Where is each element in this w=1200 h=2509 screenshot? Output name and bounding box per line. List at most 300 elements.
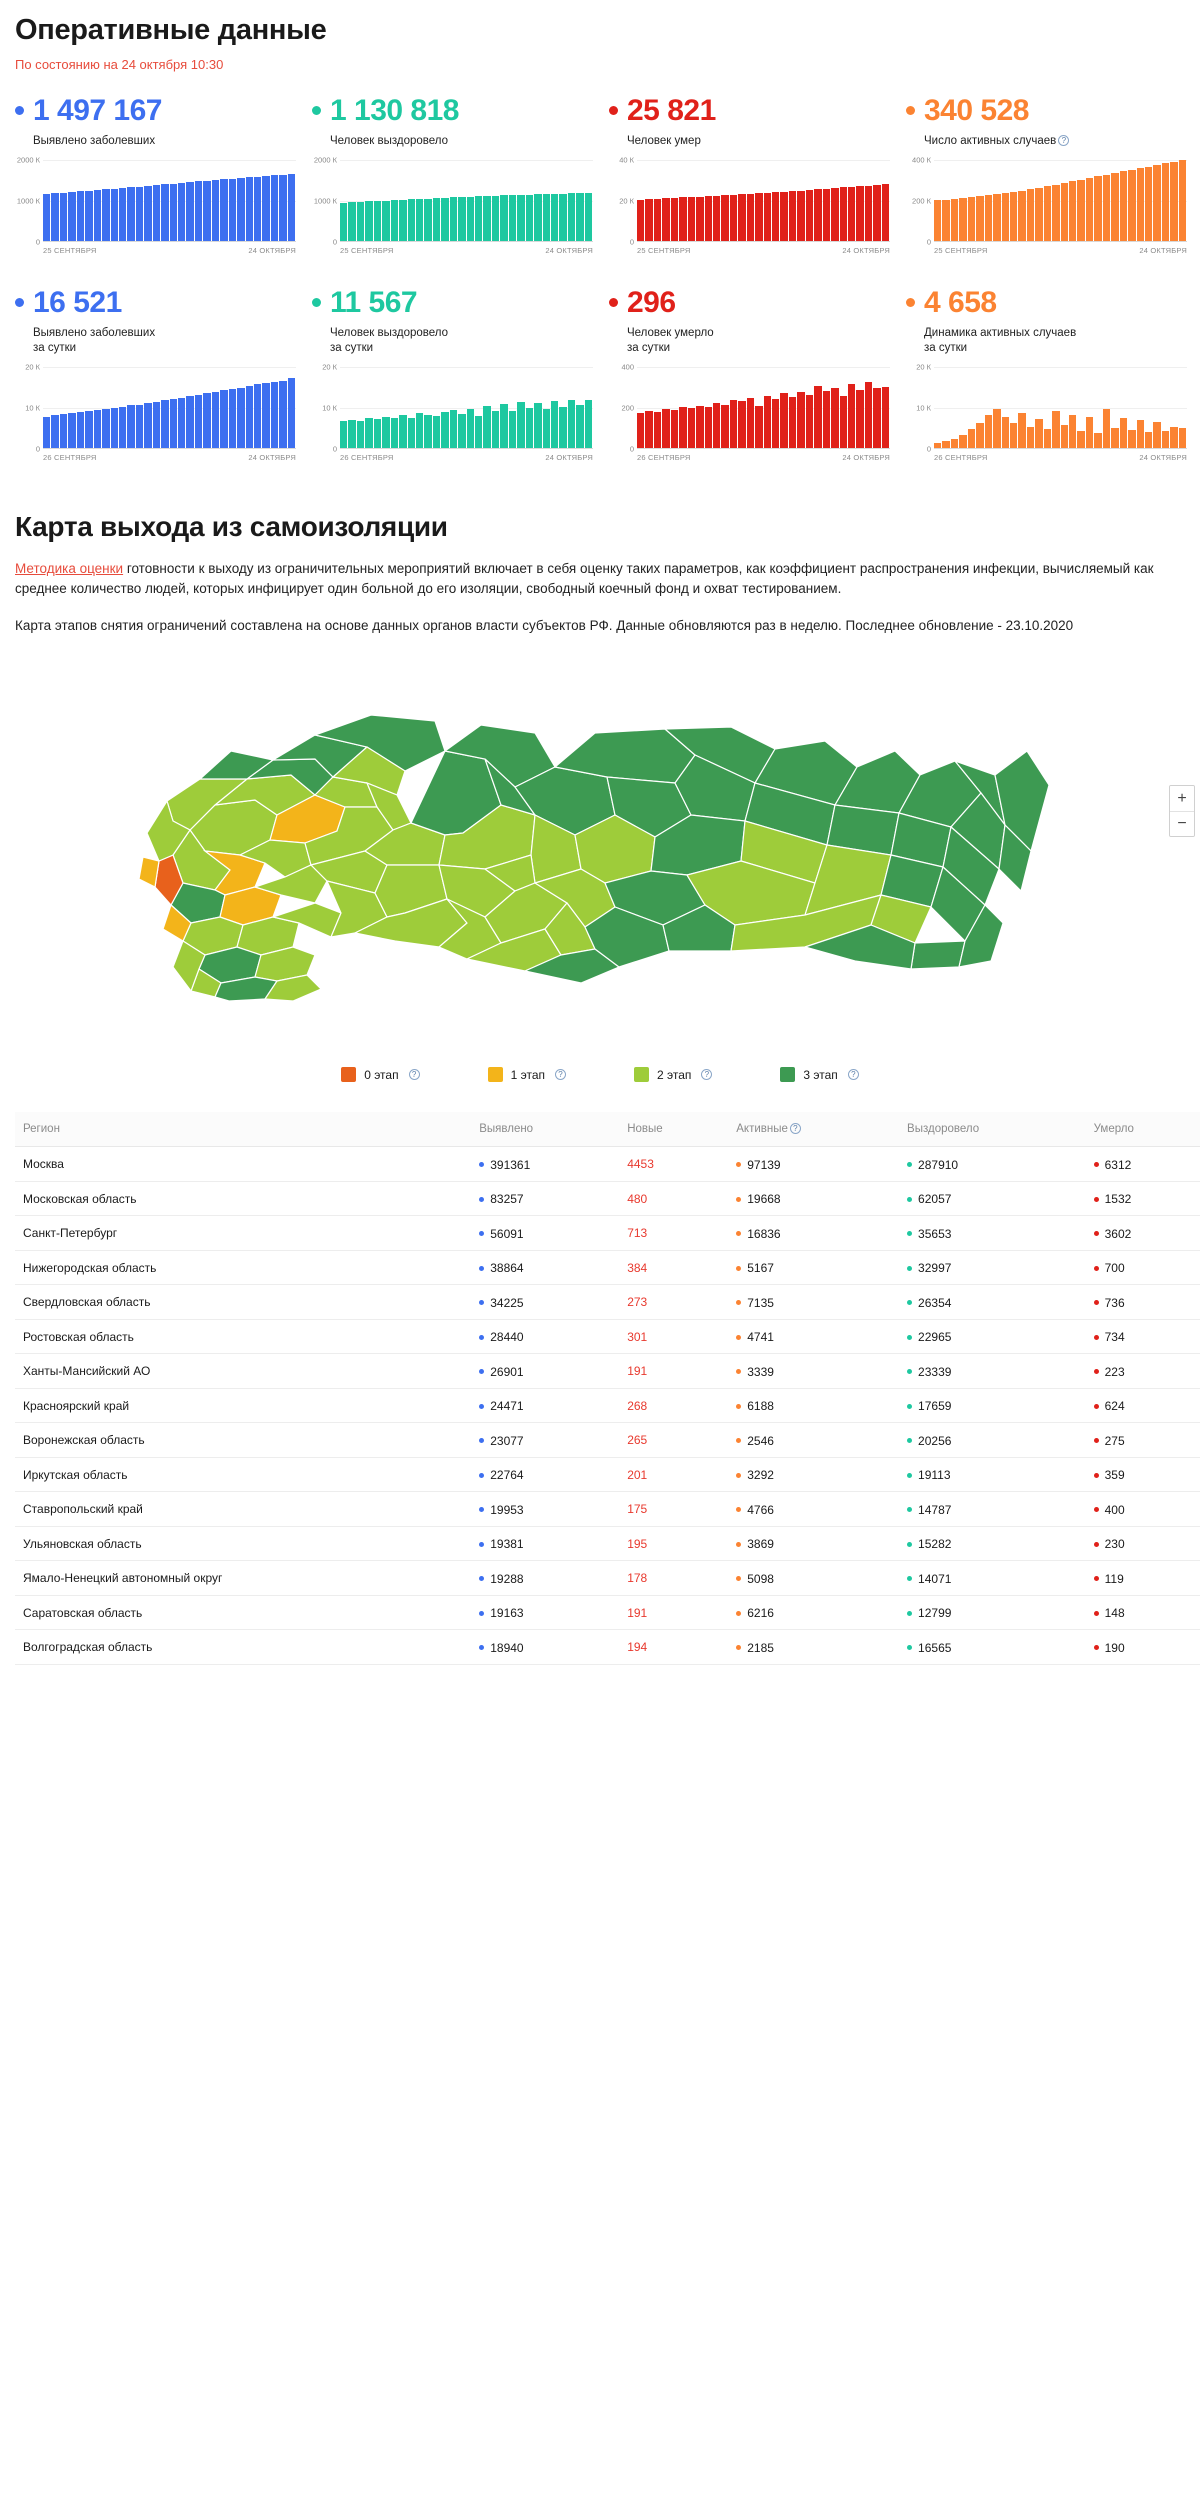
- table-row[interactable]: [15, 1630, 1200, 1665]
- y-tick-label: 40 К: [619, 155, 634, 165]
- chart-bar: [679, 197, 686, 240]
- cell-active: [728, 1526, 899, 1561]
- chart-bar: [1035, 188, 1042, 241]
- mini-chart: [312, 155, 593, 260]
- chart-y-axis: [609, 155, 637, 247]
- table-row[interactable]: [15, 1457, 1200, 1492]
- x-tick-label: 24 ОКТЯБРЯ: [545, 452, 593, 462]
- chart-bar: [119, 407, 126, 448]
- y-tick-label: 0: [926, 237, 931, 247]
- chart-bar: [806, 190, 813, 241]
- status-dot: [907, 1162, 912, 1167]
- chart-bar: [1162, 163, 1169, 240]
- regions-table: [15, 1112, 1200, 1665]
- status-dot: [736, 1266, 741, 1271]
- cell-value: 32997: [918, 1261, 952, 1276]
- mini-chart: [312, 362, 593, 467]
- help-icon[interactable]: ?: [790, 1123, 801, 1134]
- chart-bar: [662, 198, 669, 240]
- cell-recovered: [899, 1216, 1086, 1251]
- cell-region: Волгоградская область: [15, 1630, 471, 1665]
- status-dot: [609, 106, 618, 115]
- cell-new: [619, 1561, 728, 1596]
- cell-new: [619, 1457, 728, 1492]
- cell-value: 5098: [747, 1571, 774, 1586]
- chart-bar: [195, 181, 202, 240]
- chart-bar: [959, 198, 966, 240]
- chart-bar: [203, 393, 210, 447]
- col-died[interactable]: Умерло: [1086, 1112, 1200, 1147]
- status-dot: [1094, 1197, 1099, 1202]
- chart-bar: [654, 199, 661, 241]
- status-dot: [1094, 1335, 1099, 1340]
- stat-head: [312, 94, 593, 127]
- status-dot: [15, 106, 24, 115]
- mini-chart: [15, 362, 296, 467]
- chart-bar: [637, 200, 644, 241]
- chart-bar: [517, 195, 524, 241]
- chart-bars: [934, 366, 1187, 448]
- cell-died: [1086, 1250, 1200, 1285]
- chart-bar: [43, 194, 50, 241]
- chart-bar: [1120, 171, 1127, 240]
- stat-row-daily: [15, 286, 1200, 467]
- chart-bar: [441, 412, 448, 447]
- zoom-out-button[interactable]: −: [1170, 811, 1194, 836]
- stat-head: [609, 94, 890, 127]
- chart-bar: [271, 175, 278, 240]
- chart-bar: [458, 197, 465, 241]
- x-tick-label: 24 ОКТЯБРЯ: [248, 245, 296, 255]
- status-dot: [479, 1369, 484, 1374]
- chart-bars: [340, 159, 593, 241]
- chart-bar: [645, 199, 652, 240]
- chart-bar: [705, 196, 712, 240]
- table-row[interactable]: [15, 1147, 1200, 1182]
- cell-value: 201: [627, 1467, 648, 1482]
- chart-bar: [51, 415, 58, 448]
- chart-bar: [94, 190, 101, 241]
- help-icon[interactable]: ?: [409, 1069, 420, 1080]
- chart-bar: [568, 400, 575, 447]
- chart-bar: [127, 187, 134, 240]
- chart-bar: [43, 417, 50, 448]
- legend-label: 2 этап: [657, 1067, 692, 1082]
- stat-label: Число активных случаев ?: [924, 134, 1187, 150]
- chart-bar: [517, 402, 524, 447]
- chart-bar: [509, 411, 516, 447]
- chart-bar: [551, 194, 558, 241]
- stat-card: [312, 286, 609, 467]
- chart-bar: [500, 195, 507, 240]
- stat-card: [312, 94, 609, 260]
- cell-active: [728, 1216, 899, 1251]
- chart-bar: [170, 399, 177, 448]
- x-tick-label: 25 СЕНТЯБРЯ: [934, 245, 988, 255]
- chart-bar: [102, 409, 109, 448]
- cell-recovered: [899, 1285, 1086, 1320]
- chart-bar: [212, 392, 219, 448]
- cell-active: [728, 1457, 899, 1492]
- x-tick-label: 25 СЕНТЯБРЯ: [340, 245, 394, 255]
- y-tick-label: 0: [332, 237, 337, 247]
- chart-bar: [705, 407, 712, 448]
- chart-bar: [679, 407, 686, 448]
- status-dot: [907, 1300, 912, 1305]
- chart-bar: [111, 408, 118, 448]
- chart-bar: [271, 382, 278, 448]
- status-dot: [1094, 1507, 1099, 1512]
- x-tick-label: 26 СЕНТЯБРЯ: [43, 452, 97, 462]
- chart-bar: [671, 198, 678, 241]
- status-dot: [736, 1335, 741, 1340]
- chart-bar: [1179, 428, 1186, 447]
- chart-bar: [1103, 409, 1110, 448]
- chart-bar: [968, 197, 975, 240]
- cell-value: 480: [627, 1191, 648, 1206]
- cell-new: [619, 1630, 728, 1665]
- chart-bar: [1018, 191, 1025, 241]
- chart-bar: [993, 194, 1000, 240]
- help-icon[interactable]: ?: [1058, 135, 1069, 146]
- table-row[interactable]: [15, 1319, 1200, 1354]
- y-tick-label: 20 К: [916, 362, 931, 372]
- chart-plot-area: [340, 160, 593, 242]
- table-row[interactable]: [15, 1388, 1200, 1423]
- chart-bar: [195, 395, 202, 447]
- chart-bar: [483, 196, 490, 241]
- cell-active: [728, 1561, 899, 1596]
- cell-value: 4453: [627, 1157, 654, 1172]
- stat-head: [906, 286, 1187, 319]
- chart-bar: [144, 186, 151, 241]
- chart-bar: [585, 193, 592, 241]
- stat-label: Человек выздоровело за сутки: [330, 326, 449, 355]
- chart-x-axis: [340, 449, 593, 462]
- chart-y-axis: [312, 362, 340, 454]
- y-tick-label: 0: [629, 444, 634, 454]
- status-dot: [1094, 1231, 1099, 1236]
- cell-new: [619, 1423, 728, 1458]
- status-dot: [907, 1438, 912, 1443]
- status-dot: [736, 1542, 741, 1547]
- cell-value: 3292: [747, 1468, 774, 1483]
- cell-new: [619, 1354, 728, 1389]
- legend-swatch: [780, 1067, 795, 1082]
- chart-bar: [1018, 413, 1025, 448]
- chart-bar: [840, 187, 847, 240]
- cell-died: [1086, 1354, 1200, 1389]
- chart-y-axis: [15, 362, 43, 454]
- cell-value: 23077: [490, 1433, 524, 1448]
- chart-bar: [823, 189, 830, 241]
- methodology-text: готовности к выходу из ограничительных мероприятий включает в себя оценку таких параметров, как коэффициент распространения инфекции, вычисляемый как среднее количество людей, которых инфицирует один больной до его изоляции, свободный коечный фонд и охват тестированием.: [15, 560, 1154, 597]
- chart-bar: [229, 389, 236, 447]
- cell-died: [1086, 1492, 1200, 1527]
- status-dot: [736, 1197, 741, 1202]
- chart-bar: [559, 407, 566, 448]
- status-dot: [15, 298, 24, 307]
- chart-bar: [365, 418, 372, 448]
- russia-map[interactable]: [15, 655, 1200, 1045]
- chart-bar: [1120, 418, 1127, 448]
- status-dot: [479, 1266, 484, 1271]
- cell-region: Ульяновская область: [15, 1526, 471, 1561]
- y-tick-label: 20 К: [25, 362, 40, 372]
- chart-bar: [1027, 189, 1034, 240]
- cell-region: Москва: [15, 1147, 471, 1182]
- chart-bar: [1061, 183, 1068, 241]
- chart-bar: [1086, 178, 1093, 241]
- cell-value: 384: [627, 1260, 648, 1275]
- cell-active: [728, 1630, 899, 1665]
- chart-bar: [60, 193, 67, 241]
- stat-value: 4 658: [924, 285, 997, 319]
- chart-bar: [1179, 160, 1186, 240]
- cell-recovered: [899, 1354, 1086, 1389]
- cell-new: [619, 1595, 728, 1630]
- cell-value: 19381: [490, 1537, 524, 1552]
- status-dot: [736, 1611, 741, 1616]
- status-dot: [736, 1404, 741, 1409]
- map-legend: [10, 1067, 1190, 1082]
- stat-head: [15, 286, 296, 319]
- cell-died: [1086, 1216, 1200, 1251]
- table-row[interactable]: [15, 1595, 1200, 1630]
- stat-card: [906, 286, 1200, 467]
- cell-value: 191: [627, 1364, 648, 1379]
- cell-died: [1086, 1181, 1200, 1216]
- cell-value: 194: [627, 1640, 648, 1655]
- chart-bar: [127, 405, 134, 447]
- status-dot: [907, 1542, 912, 1547]
- stat-head: [609, 286, 890, 319]
- table-row[interactable]: [15, 1526, 1200, 1561]
- legend-swatch: [488, 1067, 503, 1082]
- cell-region: Санкт-Петербург: [15, 1216, 471, 1251]
- chart-bar: [279, 175, 286, 241]
- chart-bar: [882, 387, 889, 448]
- cell-value: 700: [1104, 1261, 1125, 1276]
- cell-region: Ростовская область: [15, 1319, 471, 1354]
- zoom-in-button[interactable]: +: [1170, 786, 1194, 811]
- cell-value: 119: [1104, 1571, 1124, 1586]
- cell-died: [1086, 1526, 1200, 1561]
- x-tick-label: 24 ОКТЯБРЯ: [248, 452, 296, 462]
- chart-bar: [959, 435, 966, 447]
- stat-value: 25 821: [627, 94, 716, 127]
- cell-region: Московская область: [15, 1181, 471, 1216]
- map-region[interactable]: [911, 941, 965, 969]
- chart-bar: [1128, 170, 1135, 241]
- status-dot: [312, 298, 321, 307]
- map-region[interactable]: [139, 857, 159, 887]
- table-row[interactable]: [15, 1285, 1200, 1320]
- chart-bar: [688, 408, 695, 448]
- chart-plot-area: [934, 160, 1187, 242]
- chart-bar: [772, 399, 779, 447]
- chart-bar: [441, 198, 448, 241]
- cell-active: [728, 1423, 899, 1458]
- status-dot: [736, 1162, 741, 1167]
- cell-value: 35653: [918, 1226, 952, 1241]
- stat-card: [609, 286, 906, 467]
- cell-value: 3602: [1104, 1226, 1132, 1241]
- cell-value: 1532: [1104, 1192, 1132, 1207]
- cell-region: Ханты-Мансийский АО: [15, 1354, 471, 1389]
- table-row[interactable]: [15, 1423, 1200, 1458]
- status-dot: [1094, 1300, 1099, 1305]
- cell-value: 15282: [918, 1537, 952, 1552]
- table-row[interactable]: [15, 1354, 1200, 1389]
- status-dot: [906, 298, 915, 307]
- cell-detected: [471, 1457, 619, 1492]
- chart-bar: [789, 397, 796, 447]
- help-icon[interactable]: ?: [848, 1069, 859, 1080]
- cell-detected: [471, 1250, 619, 1285]
- cell-new: [619, 1250, 728, 1285]
- stat-head: [312, 286, 593, 319]
- cell-active: [728, 1354, 899, 1389]
- cell-value: 19668: [747, 1192, 781, 1207]
- chart-bar: [77, 412, 84, 448]
- col-new[interactable]: Новые: [619, 1112, 728, 1147]
- status-dot: [479, 1438, 484, 1443]
- table-row[interactable]: [15, 1250, 1200, 1285]
- y-tick-label: 400 К: [912, 155, 931, 165]
- chart-bar: [856, 390, 863, 447]
- chart-bar: [1170, 427, 1177, 448]
- chart-x-axis: [43, 449, 296, 462]
- y-tick-label: 1000 К: [313, 196, 337, 206]
- status-dot: [479, 1473, 484, 1478]
- chart-bar: [237, 178, 244, 241]
- chart-bar: [1086, 417, 1093, 448]
- chart-bars: [43, 159, 296, 241]
- cell-region: Красноярский край: [15, 1388, 471, 1423]
- chart-bar: [254, 384, 261, 447]
- legend-item[interactable]: [780, 1067, 858, 1082]
- col-region[interactable]: Регион: [15, 1112, 471, 1147]
- cell-died: [1086, 1595, 1200, 1630]
- cell-died: [1086, 1388, 1200, 1423]
- chart-bars: [637, 366, 890, 448]
- chart-bar: [1111, 428, 1118, 448]
- col-detected[interactable]: Выявлено: [471, 1112, 619, 1147]
- cell-detected: [471, 1388, 619, 1423]
- chart-bar: [424, 199, 431, 241]
- methodology-link[interactable]: Методика оценки: [15, 560, 124, 576]
- chart-bar: [279, 381, 286, 448]
- cell-value: 190: [1104, 1640, 1125, 1655]
- cell-value: 624: [1104, 1399, 1125, 1414]
- chart-bar: [374, 419, 381, 448]
- chart-bar: [1052, 185, 1059, 241]
- help-icon[interactable]: ?: [555, 1069, 566, 1080]
- chart-bar: [467, 409, 474, 448]
- chart-bar: [262, 176, 269, 240]
- legend-item[interactable]: [634, 1067, 712, 1082]
- cell-value: 301: [627, 1329, 648, 1344]
- x-tick-label: 24 ОКТЯБРЯ: [1139, 245, 1187, 255]
- legend-item[interactable]: [341, 1067, 419, 1082]
- legend-swatch: [341, 1067, 356, 1082]
- table-row[interactable]: [15, 1561, 1200, 1596]
- chart-bar: [483, 406, 490, 448]
- status-dot: [479, 1300, 484, 1305]
- chart-bar: [220, 179, 227, 240]
- col-active[interactable]: Активные ?: [728, 1112, 899, 1147]
- status-dot: [907, 1576, 912, 1581]
- legend-item[interactable]: [488, 1067, 566, 1082]
- cell-value: 97139: [747, 1157, 781, 1172]
- chart-bar: [968, 429, 975, 447]
- help-icon[interactable]: ?: [701, 1069, 712, 1080]
- chart-bar: [747, 398, 754, 447]
- chart-bar: [374, 201, 381, 241]
- russia-map-svg[interactable]: [15, 655, 1200, 1045]
- chart-bar: [856, 186, 863, 240]
- cell-value: 2546: [747, 1433, 774, 1448]
- chart-bar: [136, 405, 143, 448]
- chart-bar: [1044, 429, 1051, 447]
- cell-value: 6312: [1104, 1157, 1132, 1172]
- chart-bars: [43, 366, 296, 448]
- chart-bar: [755, 193, 762, 240]
- chart-bar: [976, 196, 983, 240]
- x-tick-label: 26 СЕНТЯБРЯ: [934, 452, 988, 462]
- status-dot: [736, 1438, 741, 1443]
- chart-bar: [576, 405, 583, 448]
- chart-bar: [408, 199, 415, 240]
- cell-died: [1086, 1630, 1200, 1665]
- methodology-paragraph: [15, 559, 1175, 601]
- chart-bar: [747, 194, 754, 241]
- cell-region: Ямало-Ненецкий автономный округ: [15, 1561, 471, 1596]
- x-tick-label: 25 СЕНТЯБРЯ: [637, 245, 691, 255]
- cell-value: 62057: [918, 1192, 952, 1207]
- chart-bar: [178, 183, 185, 241]
- table-header-row: [15, 1112, 1200, 1147]
- cell-region: Ставропольский край: [15, 1492, 471, 1527]
- chart-plot-area: [43, 160, 296, 242]
- chart-bar: [382, 201, 389, 241]
- chart-bar: [585, 400, 592, 448]
- chart-bar: [144, 403, 151, 447]
- chart-bar: [94, 410, 101, 448]
- map-zoom-controls[interactable]: [1169, 785, 1195, 837]
- y-tick-label: 2000 К: [313, 155, 337, 165]
- cell-value: 19953: [490, 1502, 524, 1517]
- y-tick-label: 20 К: [619, 196, 634, 206]
- y-tick-label: 200 К: [912, 196, 931, 206]
- chart-bar: [1153, 165, 1160, 241]
- table-row[interactable]: [15, 1181, 1200, 1216]
- cell-value: 400: [1104, 1502, 1125, 1517]
- chart-bar: [450, 410, 457, 448]
- chart-bars: [340, 366, 593, 448]
- cell-recovered: [899, 1423, 1086, 1458]
- x-tick-label: 24 ОКТЯБРЯ: [545, 245, 593, 255]
- chart-bar: [637, 413, 644, 448]
- cell-detected: [471, 1147, 619, 1182]
- table-row[interactable]: [15, 1492, 1200, 1527]
- chart-bar: [738, 401, 745, 447]
- chart-bar: [976, 423, 983, 448]
- status-dot: [479, 1507, 484, 1512]
- table-row[interactable]: [15, 1216, 1200, 1251]
- col-recovered[interactable]: Выздоровело: [899, 1112, 1086, 1147]
